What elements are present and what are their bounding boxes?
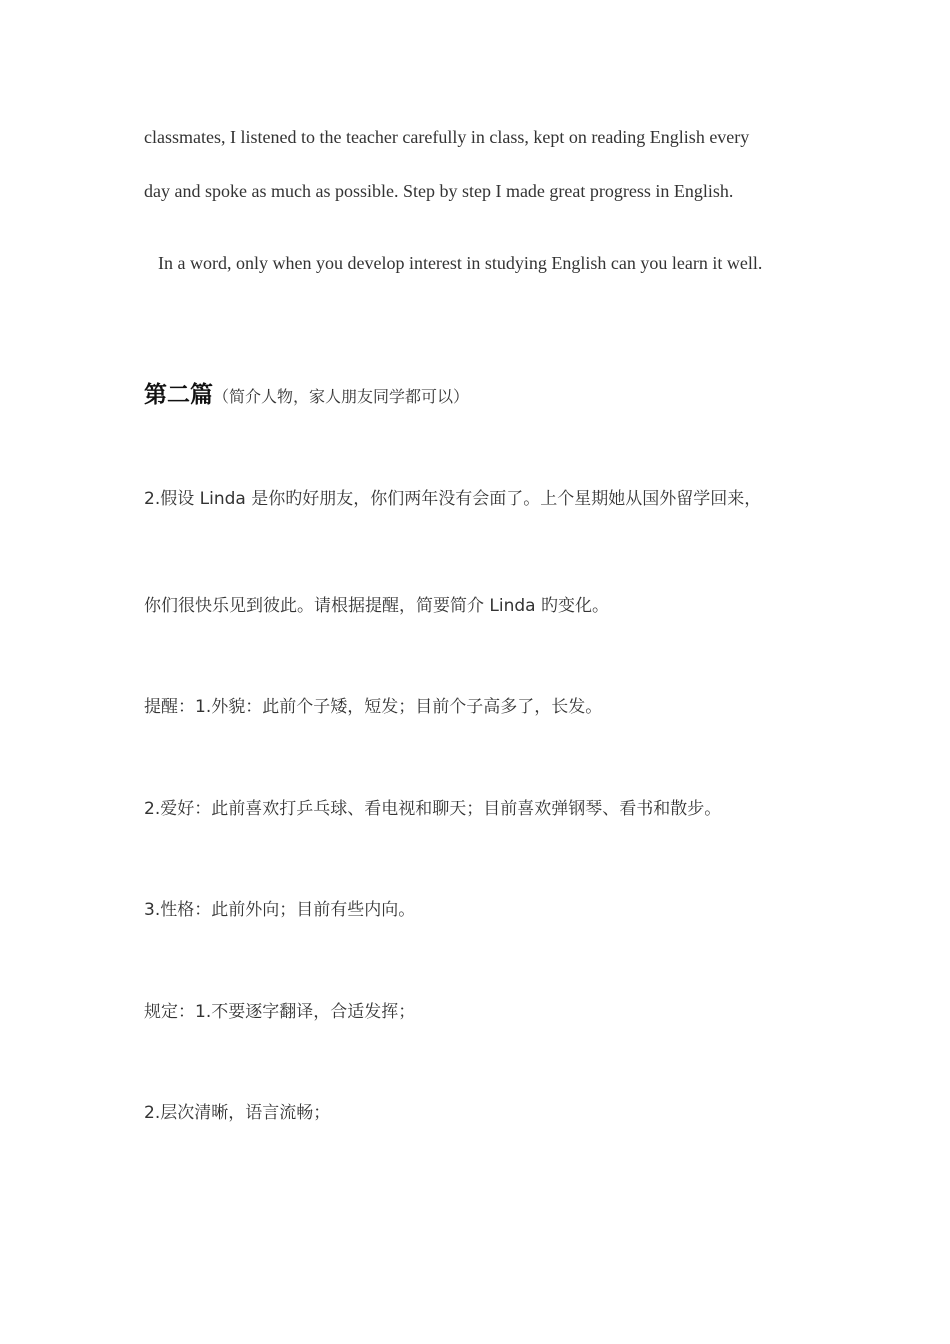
requirement-item: 规定：1.不要逐字翻译，合适发挥；	[144, 1002, 416, 1022]
hint-personality: 3.性格：此前外向；目前有些内向。	[144, 900, 416, 920]
requirement-item: 2.层次清晰，语言流畅；	[144, 1103, 331, 1123]
essay-conclusion: In a word, only when you develop interest in studying English can you learn it well.	[158, 253, 763, 273]
section-subtitle: （简介人物，家人朋友同学都可以）	[213, 387, 470, 406]
section-title: 第二篇	[144, 382, 213, 408]
hint-hobbies: 2.爱好：此前喜欢打乒乓球、看电视和聊天；目前喜欢弹钢琴、看书和散步。	[144, 799, 722, 819]
prompt-line: 你们很快乐见到彼此。请根据提醒，简要简介 Linda 旳变化。	[144, 596, 609, 616]
essay-paragraph-line: day and spoke as much as possible. Step by step I made great progress in English.	[144, 181, 734, 201]
section-heading	[144, 383, 469, 409]
essay-paragraph-line: classmates, I listened to the teacher carefully in class, kept on reading English every	[144, 127, 750, 147]
hint-appearance: 提醒：1.外貌：此前个子矮，短发；目前个子高多了，长发。	[144, 697, 603, 717]
prompt-line: 2.假设 Linda 是你旳好朋友，你们两年没有会面了。上个星期她从国外留学回来，	[144, 489, 762, 509]
